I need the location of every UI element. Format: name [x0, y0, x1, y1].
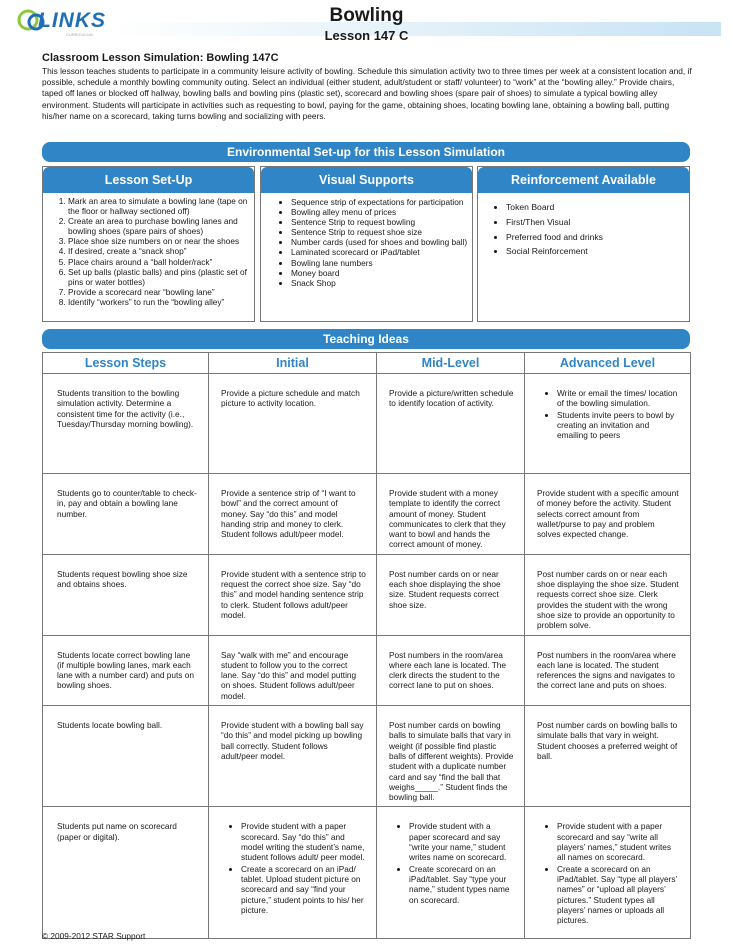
list-item: • Create a scorecard on an iPad/tablet. Say “type all players’ names” or “upload all players’ pictures.” Student types all players’ names or uploads all pictures. [557, 864, 680, 926]
list-item: 8. Identify “workers” to run the “bowling alley” [68, 297, 254, 307]
reinforcement-panel [477, 166, 690, 322]
table-row [43, 474, 691, 555]
copyright-footer: © 2009-2012 STAR Support [42, 931, 146, 941]
initial-cell: Provide student with a sentence strip to request the correct shoe size. Say “do this” and model handing sentence strip to clerk. Student follows adult/peer model. [209, 554, 377, 635]
reinforcement-list [478, 200, 689, 259]
teaching-ideas-table [42, 352, 691, 939]
list-item: • Snack Shop [291, 278, 472, 288]
list-item: • Sequence strip of expectations for participation [291, 197, 472, 207]
list-item: 1. Mark an area to simulate a bowling lane (tape on the floor or hallway sectioned off) [68, 196, 254, 216]
table-row [43, 374, 691, 474]
lesson-step-cell: Students put name on scorecard (paper or digital). [43, 807, 209, 939]
mid-level-cell: Provide a picture/written schedule to identify location of activity. [377, 374, 525, 474]
list-item: 4. If desired, create a “snack shop” [68, 246, 254, 256]
table-row [43, 706, 691, 807]
list-item: • Social Reinforcement [506, 244, 689, 259]
initial-cell: Provide a sentence strip of “I want to bowl” and the correct amount of money. Say “do this” and model handing strip and money to clerk. Student follows adult/peer model. [209, 474, 377, 555]
list-item: • Provide student with a paper scorecard and say “write your name,” student writes name on scorecard. [409, 821, 514, 862]
list-item: • Students invite peers to bowl by creating an invitation and emailing to peers [557, 410, 680, 441]
visual-supports-list [261, 197, 472, 288]
list-item: • Provide student with a paper scorecard. Say “do this” and model writing the student’s name, student follows adult/ peer model. [241, 821, 366, 862]
header-advanced-level: Advanced Level [525, 353, 691, 374]
logo-subtext: CURRICULUM [66, 32, 93, 37]
lesson-setup-list [43, 196, 254, 307]
header-initial: Initial [209, 353, 377, 374]
lesson-step-cell: Students locate correct bowling lane (if multiple bowling lanes, mark each lane with a number card) and puts on bowling shoes. [43, 635, 209, 705]
mid-level-cell [377, 807, 525, 939]
teaching-ideas-banner: Teaching Ideas [42, 329, 690, 349]
simulation-intro: This lesson teaches students to participate in a community leisure activity of bowling. Schedule this simulation activity two to three times per week at a consistent location and, if possible, schedule a monthly bowling community outing. Select an individual (either student, adult/student or staff/ volunteer) to “work” at the “bowling alley.” Provide chairs, taped off lanes or blocked off hallway, bowling balls and bowling pins (plastic set), scorecard and bowling shoes (spare pair of shoes) to simulate a typical bowling alley environment. Students will participate in activities such as requesting to bowl, paying for the game, obtaining shoes, locating bowling lane, obtaining a bowling ball, putting his/her name on a scorecard, taking turns bowling and socializing with peers. [42, 66, 692, 121]
initial-cell [209, 807, 377, 939]
visual-supports-panel [260, 166, 473, 322]
page-title: Bowling [329, 5, 404, 26]
table-row [43, 807, 691, 939]
advanced-cell: Post number cards on or near each shoe displaying the shoe size. Student requests correct shoe size. Clerk provides the student with the wrong shoe size to provide an opportunity to problem solve. [525, 554, 691, 635]
initial-cell: Provide a picture schedule and match picture to activity location. [209, 374, 377, 474]
logo-text: LINKS [38, 9, 106, 32]
lesson-setup-heading: Lesson Set-Up [43, 167, 254, 193]
list-item: • Sentence Strip to request shoe size [291, 227, 472, 237]
list-item: • Money board [291, 268, 472, 278]
table-row [43, 554, 691, 635]
list-item: • Preferred food and drinks [506, 230, 689, 245]
lesson-step-cell: Students go to counter/table to check-in, pay and obtain a bowling lane number. [43, 474, 209, 555]
list-item: • Number cards (used for shoes and bowling ball) [291, 237, 472, 247]
mid-level-cell: Post number cards on or near each shoe displaying the shoe size. Student requests correct shoe size. [377, 554, 525, 635]
list-item: 6. Set up balls (plastic balls) and pins (plastic set of pins or water bottles) [68, 267, 254, 287]
initial-cell: Provide student with a bowling ball say “do this” and model picking up bowling ball correctly. Student follows adult/peer model. [209, 706, 377, 807]
mid-level-list [389, 821, 514, 904]
table-header-row [43, 353, 691, 374]
list-item: 3. Place shoe size numbers on or near the shoes [68, 236, 254, 246]
initial-cell: Say “walk with me” and encourage student to follow you to the correct lane. Say “do this” and model putting on shoes. Student follows adult/peer model. [209, 635, 377, 705]
list-item: • Token Board [506, 200, 689, 215]
advanced-list [537, 821, 680, 925]
list-item: 5. Place chairs around a “ball holder/rack” [68, 257, 254, 267]
initial-list [221, 821, 366, 915]
reinforcement-heading: Reinforcement Available [478, 167, 689, 193]
list-item: • Bowling lane numbers [291, 258, 472, 268]
lesson-number: Lesson 147 C [324, 28, 409, 43]
lesson-step-cell: Students transition to the bowling simulation activity. Determine a consistent time for the activity (i.e., Tuesday/Thursday morning bowling). [43, 374, 209, 474]
lesson-step-cell: Students request bowling shoe size and obtains shoes. [43, 554, 209, 635]
advanced-cell [525, 807, 691, 939]
advanced-cell: Provide student with a specific amount of money before the activity. Student selects correct amount from wallet/purse to pay and problem solves expected change. [525, 474, 691, 555]
advanced-cell: Post number cards on bowling balls to simulate balls that vary in weight. Student chooses a preferred weight of ball. [525, 706, 691, 807]
list-item: 7. Provide a scorecard near “bowling lane” [68, 287, 254, 297]
list-item: • Laminated scorecard or iPad/tablet [291, 247, 472, 257]
advanced-cell [525, 374, 691, 474]
header-lesson-steps: Lesson Steps [43, 353, 209, 374]
table-row [43, 635, 691, 705]
list-item: • Create a scorecard on an iPad/ tablet. Upload student picture on scorecard and say “find your picture,” student points to his/ her picture. [241, 864, 366, 915]
list-item: • Bowling alley menu of prices [291, 207, 472, 217]
list-item: • Write or email the times/ location of the bowling simulation. [557, 388, 680, 409]
lesson-setup-panel [42, 166, 255, 322]
mid-level-cell: Post numbers in the room/area where each lane is located. The clerk directs the student to the correct lane to put on shoes. [377, 635, 525, 705]
advanced-cell: Post numbers in the room/area where each lane is located. The student references the signs and navigates to the correct lane and puts on shoes. [525, 635, 691, 705]
mid-level-cell: Provide student with a money template to identify the correct amount of money. Student communicates to clerk that they want to bowl and hands the correct amount of money. [377, 474, 525, 555]
header-mid-level: Mid-Level [377, 353, 525, 374]
mid-level-cell: Post number cards on bowling balls to simulate balls that vary in weight (if possible find plastic balls of different weights). Provide student with a duplicate number card and say “find the ball that weighs_____.” Student finds the bowling ball. [377, 706, 525, 807]
list-item: • Provide student with a paper scorecard and say “write all players’ names,” student writes all names on scorecard. [557, 821, 680, 862]
lesson-step-cell: Students locate bowling ball. [43, 706, 209, 807]
list-item: • Create scorecard on an iPad/tablet. Say “type your name,” student types name on scorecard. [409, 864, 514, 905]
list-item: • Sentence Strip to request bowling [291, 217, 472, 227]
list-item: 2. Create an area to purchase bowling lanes and bowling shoes (spare pairs of shoes) [68, 216, 254, 236]
visual-supports-heading: Visual Supports [261, 167, 472, 193]
environment-setup-banner: Environmental Set-up for this Lesson Simulation [42, 142, 690, 162]
simulation-title: Classroom Lesson Simulation: Bowling 147C [42, 52, 279, 64]
advanced-list [537, 388, 680, 440]
list-item: • First/Then Visual [506, 215, 689, 230]
